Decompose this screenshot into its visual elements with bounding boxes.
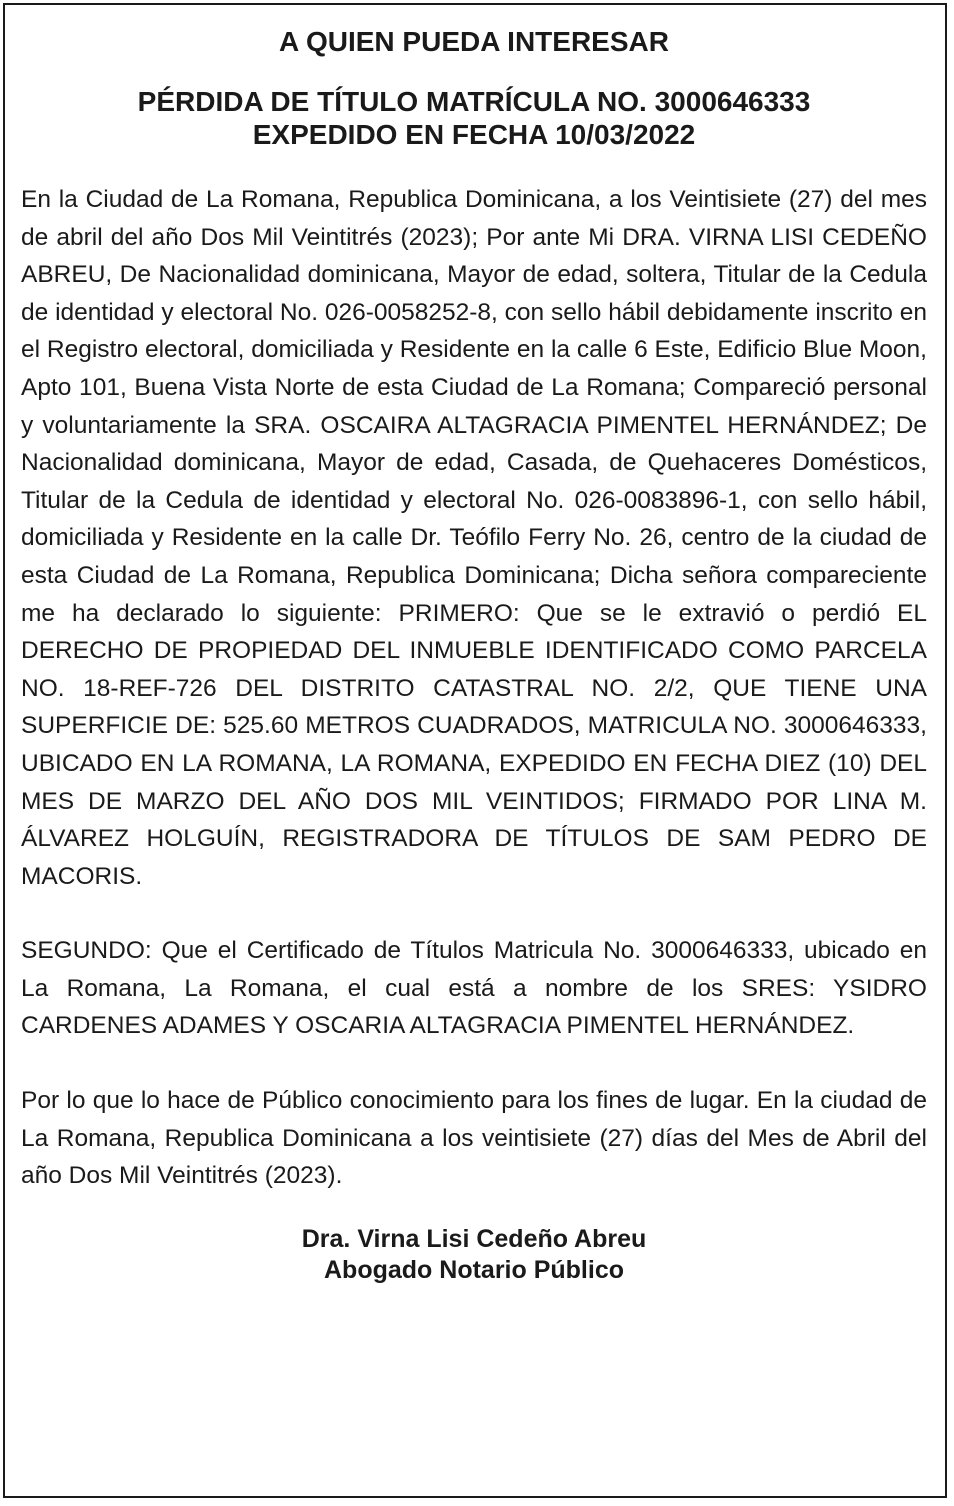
subheading-line-1: PÉRDIDA DE TÍTULO MATRÍCULA NO. 3000646333: [137, 86, 811, 117]
notice-heading: A QUIEN PUEDA INTERESAR: [279, 26, 669, 57]
paragraph-closing: Por lo que lo hace de Público conocimiento para los fines de lugar. En la ciudad de La Romana, Republica Dominicana a los veintisiete (27) días del Mes de Abril del año Dos Mil Veintitrés (2023).: [21, 1087, 927, 1190]
notice-subheading: [21, 85, 927, 151]
signature-name: Dra. Virna Lisi Cedeño Abreu: [301, 1224, 647, 1253]
signature-title: Abogado Notario Público: [324, 1255, 624, 1284]
signature-block: [21, 1224, 927, 1286]
legal-notice: [21, 22, 927, 1286]
subheading-line-2: EXPEDIDO EN FECHA 10/03/2022: [252, 119, 696, 150]
paragraph-segundo: SEGUNDO: Que el Certificado de Títulos Matricula No. 3000646333, ubicado en La Romana, La Romana, el cual está a nombre de los SRES: YSIDRO CARDENES ADAMES Y OSCARIA ALTAGRACIA PIMENTEL HERNÁNDEZ.: [21, 937, 927, 1040]
paragraph-declaration: En la Ciudad de La Romana, Republica Dominicana, a los Veintisiete (27) del mes de abril del año Dos Mil Veintitrés (2023); Por ante Mi DRA. VIRNA LISI CEDEÑO ABREU, De Nacionalidad dominicana, Mayor de edad, soltera, Titular de la Cedula de identidad y electoral No. 026-0058252-8, con sello hábil debidamente inscrito en el Registro electoral, domiciliada y Residente en la calle 6 Este, Edificio Blue Moon, Apto 101, Buena Vista Norte de esta Ciudad de La Romana; Compareció personal y voluntariamente la SRA. OSCAIRA ALTAGRACIA PIMENTEL HERNÁNDEZ; De Nacionalidad dominicana, Mayor de edad, Casada, de Quehaceres Domésticos, Titular de la Cedula de identidad y electoral No. 026-0083896-1, con sello hábil, domiciliada y Residente en la calle Dr. Teófilo Ferry No. 26, centro de la ciudad de esta Ciudad de La Romana, Republica Dominicana; Dicha señora compareciente me ha declarado lo siguiente: PRIMERO: Que se le extravió o perdió EL DERECHO DE PROPIEDAD DEL INMUEBLE IDENTIFICADO COMO PARCELA NO. 18-REF-726 DEL DISTRITO CATASTRAL NO. 2/2, QUE TIENE UNA SUPERFICIE DE: 525.60 METROS CUADRADOS, MATRICULA NO. 3000646333, UBICADO EN LA ROMANA, LA ROMANA, EXPEDIDO EN FECHA DIEZ (10) DEL MES DE MARZO DEL AÑO DOS MIL VEINTIDOS; FIRMADO POR LINA M. ÁLVAREZ HOLGUÍN, REGISTRADORA DE TÍTULOS DE SAM PEDRO DE MACORIS.: [21, 186, 927, 890]
